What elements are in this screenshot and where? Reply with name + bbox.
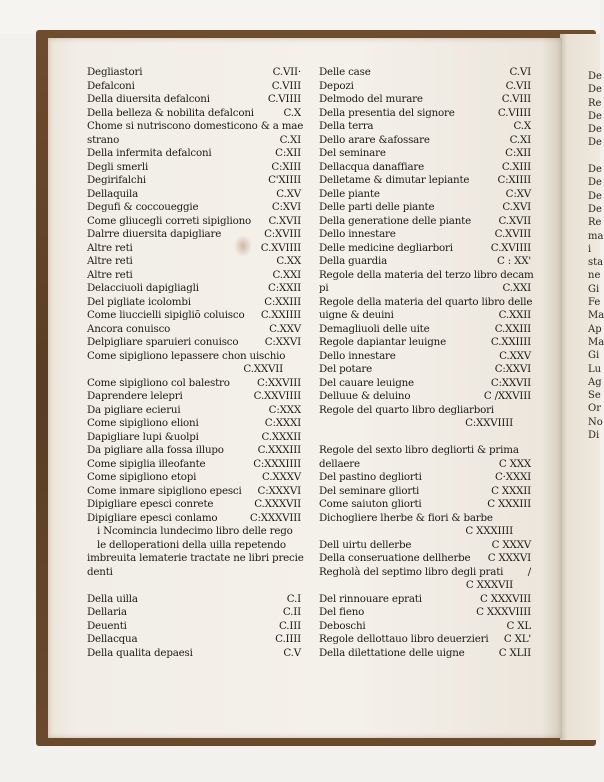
index-entry [87, 309, 301, 323]
index-entry [87, 147, 301, 161]
index-entry [319, 377, 531, 391]
index-entry [87, 525, 301, 539]
chapter-number: C.VIII [501, 93, 531, 105]
chapter-number: C.VIIII [497, 106, 531, 119]
chapter-number: C.VII· [272, 66, 301, 78]
entry-title: Del pigliate icolombi [87, 295, 191, 308]
index-entry [87, 107, 301, 121]
line-gap [319, 431, 531, 445]
entry-title: Del rinnouare eprati [319, 592, 422, 605]
index-entry [319, 107, 531, 121]
next-page-fragment: Lu [588, 363, 602, 375]
entry-title: Delle parti delle piante [319, 201, 435, 213]
chapter-number: C.III [279, 619, 301, 632]
entry-title: Regole della materia del terzo libro decam [319, 268, 534, 281]
index-entry [87, 66, 301, 80]
entry-title: Come sipigliono elioni [87, 417, 199, 429]
index-entry [319, 566, 531, 580]
index-entry [319, 606, 531, 620]
index-entry [87, 417, 301, 431]
index-entry [87, 350, 301, 364]
entry-title: Delluue & deluino [319, 390, 411, 402]
chapter-number: C.XXXIII [257, 444, 301, 456]
background-wall [0, 0, 600, 34]
chapter-number: C XXXVI [487, 552, 531, 564]
chapter-number: C'XIIII [268, 174, 301, 186]
next-page-fragment: No [588, 416, 603, 428]
index-entry [319, 93, 531, 107]
entry-title: Deuenti [87, 619, 127, 632]
index-entry [319, 134, 531, 148]
entry-title: Come sipigliono col balestro [87, 376, 230, 389]
next-page-fragment: Gi [588, 350, 600, 362]
index-entry [319, 120, 531, 134]
entry-title: Daprendere lelepri [87, 390, 183, 402]
chapter-number: C:XIII [271, 160, 301, 173]
index-entry [319, 647, 531, 661]
entry-title: Depozi [319, 79, 354, 92]
chapter-number: C.XXI [502, 282, 531, 294]
chapter-number: / [527, 565, 531, 578]
index-entry [319, 296, 531, 310]
index-entry [87, 336, 301, 350]
index-entry [87, 606, 301, 620]
index-entry [319, 552, 531, 566]
entry-title: Come sipigliono lepassere chon uischio [87, 349, 286, 362]
chapter-number: C.XXVIIII [253, 390, 301, 402]
entry-title: uigne & deuini [319, 309, 394, 321]
next-page-fragment: ne [588, 270, 601, 282]
entry-title: Delle piante [319, 187, 380, 200]
next-page-fragment: Di [588, 430, 600, 442]
chapter-number: C.VIII [271, 79, 301, 92]
entry-title: Della diuersita defalconi [87, 93, 210, 105]
entry-title: strano [87, 133, 120, 146]
chapter-number: C:XXVI [264, 336, 301, 348]
chapter-number: C XXXV [491, 538, 531, 551]
next-page-fragment [588, 150, 602, 163]
entry-title: le delloperationi della uilla repetendo [97, 538, 286, 551]
chapter-number: C XXX [498, 457, 531, 470]
index-entry [319, 593, 531, 607]
entry-title: Del seminare [319, 147, 386, 159]
entry-title: Dipigliare epesci conrete [87, 498, 214, 510]
chapter-number: C:XXIII [264, 295, 301, 308]
index-entry [319, 633, 531, 647]
entry-title: denti [87, 565, 113, 578]
index-entry [87, 120, 304, 134]
entry-title: Altre reti [87, 241, 133, 254]
next-page-text [588, 70, 602, 442]
next-page-fragment: De [588, 177, 602, 189]
chapter-number: C.IIII [275, 633, 301, 645]
chapter-number: C.XXI [272, 268, 301, 281]
index-entry [87, 471, 301, 485]
index-entry [319, 336, 531, 350]
next-page-fragment: Ma [588, 310, 604, 322]
next-page-fragment: Ma [588, 336, 604, 348]
entry-title: Della belleza & nobilita defalconi [87, 106, 254, 119]
index-entry [87, 134, 301, 148]
entry-title: imbreuita lematerie tractate ne libri precie [87, 552, 304, 564]
index-entry [87, 363, 301, 377]
entry-title: Regole dapiantar leuigne [319, 336, 446, 348]
entry-title: Ancora conuisco [87, 322, 171, 335]
entry-title: Regholà del septimo libro degli prati [319, 565, 504, 578]
index-entry [319, 350, 531, 364]
next-page-fragment: Se [588, 390, 601, 402]
index-entry [319, 242, 531, 256]
index-entry [87, 539, 301, 553]
entry-title: Dellacqua [87, 633, 138, 645]
chapter-number: C.V [283, 646, 301, 659]
chapter-number: C.X [283, 106, 301, 119]
entry-title: Defalconi [87, 79, 135, 92]
entry-title: Del seminare gliorti [319, 484, 420, 497]
index-entry [87, 323, 301, 337]
index-entry [319, 390, 531, 404]
index-entry [87, 255, 301, 269]
chapter-number: C XL [506, 619, 531, 632]
chapter-number: C:XVIII [264, 228, 301, 240]
chapter-number: C.XIII [501, 160, 531, 173]
entry-title: i Ncomincia lundecimo libro delle rego [97, 525, 293, 537]
entry-title: Della presentia del signore [319, 106, 455, 119]
chapter-number: C:XXXVIII [249, 511, 301, 524]
next-page-fragment: De [588, 137, 602, 149]
entry-title: Delle medicine degliarbori [319, 241, 453, 254]
next-page-fragment: De [588, 71, 602, 82]
entry-title: Del fieno [319, 606, 365, 618]
chapter-number: C : XX' [497, 255, 531, 267]
entry-title: Del potare [319, 363, 372, 375]
entry-title: Regole dellottauo libro deuerzieri [319, 633, 489, 645]
entry-title: Chome si nutriscono domesticono & a mae [87, 120, 304, 132]
entry-title: Dellacqua danaffiare [319, 160, 425, 173]
chapter-number: C XXXVII [465, 579, 513, 591]
index-entry [87, 188, 301, 202]
chapter-number: C:XXXIIII [253, 457, 301, 470]
index-entry [319, 282, 531, 296]
index-entry [319, 539, 531, 553]
chapter-number: C:XXX [268, 403, 301, 416]
chapter-number: C.XV [276, 187, 301, 200]
next-page-fragment: sta [588, 257, 604, 269]
next-page-fragment: De [588, 84, 602, 96]
entry-title: Degirifalchi [87, 174, 146, 186]
entry-title: Da pigliare alla fossa illupo [87, 444, 224, 456]
chapter-number: C.XXXII [261, 430, 301, 443]
index-entry [87, 552, 304, 566]
entry-title: Della dilettatione delle uigne [319, 646, 465, 659]
chapter-number: C.XI [279, 133, 301, 146]
entry-title: Della terra [319, 120, 374, 132]
index-entry [319, 228, 531, 242]
index-entry [87, 377, 301, 391]
index-entry [87, 404, 301, 418]
chapter-number: C:XXVII [490, 376, 531, 389]
chapter-number: C:XXXI [264, 417, 301, 429]
index-entry [87, 444, 301, 458]
index-entry [87, 174, 301, 188]
chapter-number: C.XVII [498, 214, 531, 227]
chapter-number: C XLII [498, 646, 531, 659]
chapter-number: C XXXVIIII [476, 606, 531, 618]
index-entry [87, 512, 301, 526]
entry-title: Del cauare leuigne [319, 376, 414, 389]
chapter-number: C:XII [275, 147, 301, 159]
entry-title: Della qualita depaesi [87, 646, 193, 659]
chapter-number: C.XXIII [494, 322, 531, 335]
entry-title: Regole del sexto libro degliorti & prima [319, 444, 519, 456]
chapter-number: C.XXXV [261, 471, 301, 483]
index-entry [319, 525, 531, 539]
index-entry [319, 174, 531, 188]
entry-title: Demagliuoli delle uite [319, 322, 430, 335]
entry-title: Della conseruatione dellherbe [319, 552, 471, 564]
entry-title: Dapigliare lupi &uolpi [87, 430, 199, 443]
entry-title: Degufi & coccoueggie [87, 201, 199, 213]
chapter-number: C XXXVIII [480, 592, 531, 605]
line-gap [87, 579, 301, 593]
index-entry [319, 309, 531, 323]
index-entry [87, 390, 301, 404]
chapter-number: C.XXV [499, 349, 531, 362]
index-entry [319, 404, 531, 418]
entry-title: Degli smerli [87, 160, 149, 173]
index-entry [319, 579, 531, 593]
index-entry [87, 80, 301, 94]
chapter-number: C:XXXVI [257, 484, 301, 497]
entry-title: Dell uirtu dellerbe [319, 538, 412, 551]
chapter-number: C.XVIII [494, 228, 531, 240]
entry-title: Della guardia [319, 255, 388, 267]
entry-title: Dellaquila [87, 187, 139, 200]
chapter-number: C XXXIII [487, 498, 531, 510]
index-entry [319, 215, 531, 229]
entry-title: Regole del quarto libro degliarbori [319, 403, 494, 416]
chapter-number: C:XV [505, 187, 531, 200]
chapter-number: C:XXVIII [256, 376, 301, 389]
next-page-fragment: De [588, 124, 602, 136]
chapter-number: C.XVIIII [260, 241, 301, 254]
index-entry [87, 498, 301, 512]
index-entry [319, 255, 531, 269]
next-page-fragment: De [588, 190, 602, 202]
entry-title: Dalrre diuersita dapigliare [87, 228, 222, 240]
entry-title: Della generatione delle piante [319, 214, 471, 227]
entry-title: Come inmare sipigliono epesci [87, 484, 242, 497]
chapter-number: C.XVI [502, 201, 531, 213]
entry-title: Delacciuoli dapigliagli [87, 282, 199, 294]
next-page-fragment: De [588, 203, 602, 215]
chapter-number: C.VII [505, 79, 531, 92]
next-page-fragment: Ag [588, 376, 602, 388]
index-entry [319, 201, 531, 215]
index-entry [319, 620, 531, 634]
entry-title: Come sipiglia illeofante [87, 457, 206, 470]
next-page-fragment: Re [588, 217, 602, 229]
entry-title: Della infermita defalconi [87, 147, 212, 159]
index-entry [319, 188, 531, 202]
index-entry [87, 593, 301, 607]
index-entry [319, 161, 531, 175]
entry-title: Come gliucegli correti sipigliono [87, 214, 252, 227]
index-entry [87, 269, 301, 283]
next-page-fragment: De [588, 164, 602, 176]
index-entry [87, 215, 301, 229]
next-page-fragment: Or [588, 403, 601, 415]
chapter-number: C.XXXVII [254, 498, 301, 510]
index-entry [87, 566, 301, 580]
index-entry [87, 458, 301, 472]
chapter-number: C:XVI [271, 201, 301, 213]
index-entry [87, 201, 301, 215]
chapter-number: C XXXII [491, 484, 531, 497]
index-entry [319, 417, 531, 431]
index-entry [319, 458, 531, 472]
chapter-number: C XXXIIII [465, 525, 513, 537]
chapter-number: C.XXV [269, 322, 301, 335]
chapter-number: C /XXVIII [483, 390, 531, 402]
next-page-fragment: Fe [588, 297, 601, 309]
entry-title: Delpigliare sparuieri conuisco [87, 336, 239, 348]
chapter-number: C.XI [509, 133, 531, 146]
entry-title: Regole della materia del quarto libro delle [319, 295, 533, 308]
chapter-number: C:XXVIIII [465, 417, 513, 429]
index-entry [87, 161, 301, 175]
chapter-number: C.II [282, 606, 301, 618]
chapter-number: C.XVIIII [490, 241, 531, 254]
entry-title: Deboschi [319, 619, 366, 632]
chapter-number: C.XXVII [243, 363, 283, 375]
index-entry [319, 444, 531, 458]
index-entry [87, 228, 301, 242]
entry-title: Dello innestare [319, 349, 396, 362]
index-entry [87, 242, 301, 256]
index-entry [319, 498, 531, 512]
next-page-fragment: Ap [588, 323, 602, 335]
entry-title: Del pastino degliorti [319, 471, 422, 483]
index-entry [87, 296, 301, 310]
entry-title: Delletame & dimutar lepiante [319, 174, 470, 186]
entry-title: Delle case [319, 66, 371, 78]
entry-title: Dello arare &afossare [319, 133, 430, 146]
chapter-number: C.XXII [498, 309, 531, 321]
entry-title: Come liuccielli sipigliõ coluisco [87, 309, 245, 321]
index-entry [87, 620, 301, 634]
index-entry [319, 512, 531, 526]
index-entry [319, 147, 531, 161]
entry-title: Dello innestare [319, 228, 396, 240]
entry-title: Delmodo del murare [319, 93, 423, 105]
index-entry [319, 66, 531, 80]
entry-title: Dellaria [87, 606, 127, 618]
index-entry [87, 633, 301, 647]
entry-title: Altre reti [87, 268, 133, 281]
chapter-number: C:XIIII [497, 174, 531, 186]
next-page-fragment: Re [588, 97, 602, 109]
index-entry [87, 485, 301, 499]
entry-title: Dichogliere lherbe & fiori & barbe [319, 511, 493, 524]
entry-title: Degliastori [87, 66, 143, 78]
next-page-fragment: i [588, 243, 592, 255]
chapter-number: C.X [513, 120, 531, 132]
index-entry [87, 93, 301, 107]
index-entry [87, 647, 301, 661]
chapter-number: C.VI [509, 66, 531, 78]
index-entry [87, 282, 301, 296]
next-page-fragment: ma [588, 230, 604, 242]
chapter-number: C XL' [503, 633, 531, 645]
index-column-left [87, 66, 304, 660]
chapter-number: C:XXII [268, 282, 301, 294]
chapter-number: C.XXIIII [490, 336, 531, 348]
next-page-fragment: De [588, 110, 602, 122]
entry-title: dellaere [319, 457, 360, 470]
index-column-right [319, 66, 534, 660]
entry-title: Altre reti [87, 255, 133, 267]
index-entry [319, 363, 531, 377]
entry-title: Come sipigliono etopi [87, 471, 197, 483]
entry-title: pi [319, 282, 329, 294]
index-entry [319, 485, 531, 499]
next-page-fragment: Gi [588, 283, 600, 295]
chapter-number: C:XXVI [494, 363, 531, 375]
entry-title: Da pigliare ecierui [87, 403, 181, 416]
chapter-number: C.I [286, 592, 301, 605]
index-entry [87, 431, 301, 445]
index-entry [319, 471, 531, 485]
entry-title: Della uilla [87, 592, 138, 605]
entry-title: Come saiuton gliorti [319, 498, 422, 510]
chapter-number: C:XII [505, 147, 531, 159]
chapter-number: C.XXIIII [260, 309, 301, 321]
chapter-number: C·XXXI [494, 471, 531, 483]
chapter-number: C.XVII [268, 214, 301, 227]
chapter-number: C.XX [276, 255, 301, 267]
chapter-number: C.VIIII [267, 93, 301, 105]
index-entry [319, 268, 534, 283]
index-entry [319, 323, 531, 337]
index-entry [319, 80, 531, 94]
entry-title: Dipigliare epesci conlamo [87, 511, 218, 524]
